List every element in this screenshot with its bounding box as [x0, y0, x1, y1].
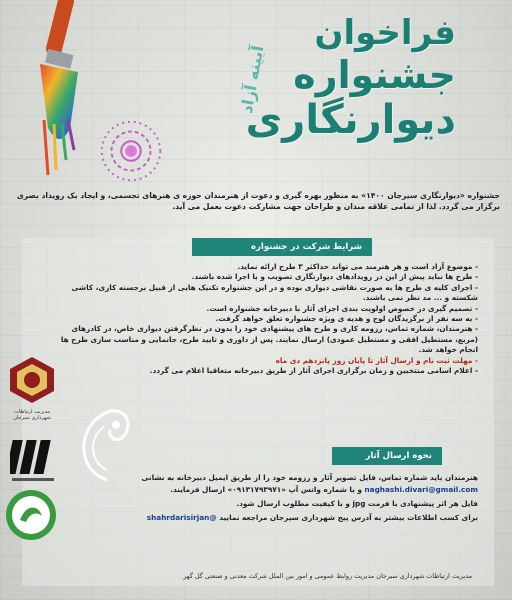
- section-header-conditions: شرایط شرکت در جشنواره: [192, 238, 372, 256]
- golgohar-emblem-icon: [10, 434, 56, 488]
- condition-item: - اجرای کلیه ی طرح ها به صورت نقاشی دیواری بوده و در این جشنواره تکنیک هایی از قبیل برجسته کاری، کاشی شکسته و ... مد نظر نمی باشند.: [71, 282, 478, 303]
- title-line-2: جشنواره: [293, 53, 456, 97]
- send-line-4-text: برای کسب اطلاعات بیشتر به آدرس پیج شهرداری سیرجان مراجعه نمایید: [219, 513, 478, 522]
- condition-item: - تصمیم گیری در خصوص اولویت بندی اجرای آثار با دبیرخانه جشنواره است.: [206, 303, 478, 313]
- send-line-1-text: هنرمندان باید شماره تماس، فایل تصویر آثار و رزومه خود را از طریق ایمیل دبیرخانه به نشانی: [141, 473, 478, 482]
- condition-item: - به سه نفر از برگزیدگان لوح و هدیه ی ویژه جشنواره تعلق خواهد گرفت.: [215, 314, 478, 324]
- conditions-list: [60, 262, 478, 376]
- announcement-text: - اعلام اسامی منتخبین و زمان برگزاری اجرای آثار از طریق دبیرخانه متعاقبا اعلام می گردد.: [149, 366, 478, 376]
- deadline-text: - مهلت ثبت نام و ارسال آثار تا پایان روز پانزدهم دی ماه: [275, 355, 478, 365]
- condition-item: - طرح ها نباید پیش از این در رویدادهای دیوارنگاری تصویب و یا اجرا شده باشند.: [191, 272, 478, 282]
- title-line-1: فراخوان: [314, 13, 456, 53]
- footer-credits: مدیریت ارتباطات شهرداری سیرجان مدیریت روابط عمومی و امور بین الملل شرکت معدنی و صنعتی گل گهر: [183, 572, 472, 580]
- section-header-send: نحوه ارسال آثار: [332, 447, 442, 465]
- condition-item: - هنرمندان، شماره تماس، رزومه کاری و طرح های پیشنهادی خود را بدون در نظرگرفتن دیواری خاص، در کادرهای (مربع، مستطیل افقی و مستطیل عمودی) ارسال نمایند. پس از داوری و تایید طرح، جانمایی و مناسب سازی طرح ها انجام خواهد شد.: [60, 324, 478, 355]
- title-line-3: دیوارنگاری: [245, 97, 456, 143]
- send-line-4: [60, 512, 478, 524]
- festival-logo: [4, 488, 58, 542]
- festival-emblem-icon: [4, 488, 58, 542]
- send-line-2-text: و یا شماره واتس آپ «۰۹۱۳۱۷۹۳۹۷۱» ارسال فرمایند.: [170, 485, 362, 494]
- flower-icon: [92, 112, 170, 190]
- condition-item: - موضوع آزاد است و هر هنرمند می تواند حداکثر ۳ طرح ارائه نماید.: [237, 262, 478, 271]
- intro-text: جشنواره «دیوارنگاری سیرجان ۱۴۰۰» به منظور بهره گیری و دعوت از هنرمندان حوزه ی هنرهای تجسمی، و ایجاد یک رویداد بصری برگزار می گردد. لذا از تمامی علاقه مندان و طراحان جهت مشارکت دعوت بعمل می آید.: [16, 191, 500, 211]
- golgohar-logo: [10, 434, 56, 488]
- municipality-logo-caption: مدیریت ارتباطات شهرداری سیرجان: [13, 409, 51, 421]
- instagram-link[interactable]: @shahrdarisirjan: [146, 513, 217, 522]
- municipality-emblem-icon: [6, 355, 58, 405]
- email-link[interactable]: naghashi.divari@gmail.com: [364, 485, 478, 494]
- paisley-ornament-icon: [72, 395, 142, 485]
- municipality-logo: [6, 355, 58, 427]
- send-line-3: فایل هر اثر پیشنهادی با فرمت jpg و با کیفیت مطلوب ارسال شود.: [236, 499, 478, 508]
- title-block: [186, 4, 456, 143]
- title-accent: آیینه آزاد: [236, 44, 268, 115]
